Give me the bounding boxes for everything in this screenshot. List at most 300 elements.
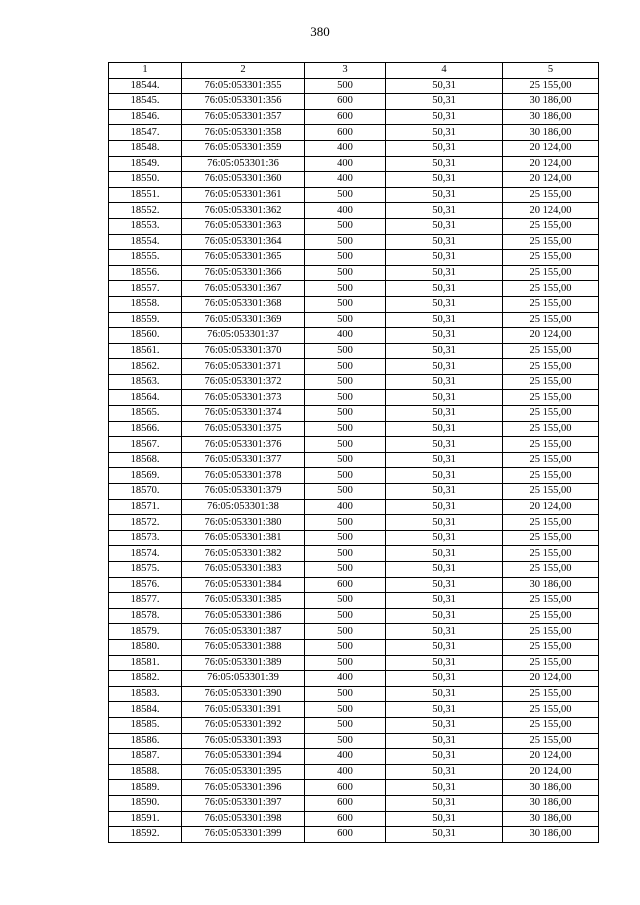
table-row <box>109 140 599 156</box>
area-cell: 400 <box>305 749 386 765</box>
row-number-cell: 18583. <box>109 686 182 702</box>
table-row <box>109 795 599 811</box>
rate-cell: 50,31 <box>386 546 503 562</box>
amount-cell: 25 155,00 <box>503 437 599 453</box>
column-header: 1 <box>109 63 182 79</box>
cadastral-number-cell: 76:05:053301:372 <box>182 374 305 390</box>
row-number-cell: 18563. <box>109 374 182 390</box>
rate-cell: 50,31 <box>386 749 503 765</box>
cadastral-number-cell: 76:05:053301:394 <box>182 749 305 765</box>
row-number-cell: 18570. <box>109 484 182 500</box>
amount-cell: 30 186,00 <box>503 109 599 125</box>
area-cell: 600 <box>305 577 386 593</box>
amount-cell: 25 155,00 <box>503 639 599 655</box>
table-row <box>109 593 599 609</box>
table-row <box>109 172 599 188</box>
rate-cell: 50,31 <box>386 484 503 500</box>
cadastral-number-cell: 76:05:053301:396 <box>182 780 305 796</box>
table-row <box>109 421 599 437</box>
area-cell: 400 <box>305 203 386 219</box>
cadastral-number-cell: 76:05:053301:377 <box>182 452 305 468</box>
area-cell: 500 <box>305 234 386 250</box>
area-cell: 500 <box>305 530 386 546</box>
amount-cell: 20 124,00 <box>503 140 599 156</box>
cadastral-number-cell: 76:05:053301:399 <box>182 827 305 843</box>
amount-cell: 25 155,00 <box>503 530 599 546</box>
table-row <box>109 733 599 749</box>
row-number-cell: 18584. <box>109 702 182 718</box>
row-number-cell: 18548. <box>109 140 182 156</box>
table-row <box>109 530 599 546</box>
row-number-cell: 18576. <box>109 577 182 593</box>
row-number-cell: 18549. <box>109 156 182 172</box>
area-cell: 400 <box>305 156 386 172</box>
column-header: 4 <box>386 63 503 79</box>
cadastral-number-cell: 76:05:053301:39 <box>182 671 305 687</box>
amount-cell: 25 155,00 <box>503 593 599 609</box>
row-number-cell: 18565. <box>109 406 182 422</box>
row-number-cell: 18587. <box>109 749 182 765</box>
area-cell: 500 <box>305 702 386 718</box>
column-header: 5 <box>503 63 599 79</box>
table-row <box>109 671 599 687</box>
amount-cell: 20 124,00 <box>503 749 599 765</box>
amount-cell: 25 155,00 <box>503 218 599 234</box>
amount-cell: 20 124,00 <box>503 671 599 687</box>
table-row <box>109 125 599 141</box>
rate-cell: 50,31 <box>386 94 503 110</box>
cadastral-number-cell: 76:05:053301:374 <box>182 406 305 422</box>
amount-cell: 25 155,00 <box>503 343 599 359</box>
row-number-cell: 18555. <box>109 250 182 266</box>
rate-cell: 50,31 <box>386 686 503 702</box>
cadastral-number-cell: 76:05:053301:381 <box>182 530 305 546</box>
area-cell: 500 <box>305 686 386 702</box>
cadastral-number-cell: 76:05:053301:365 <box>182 250 305 266</box>
area-cell: 500 <box>305 187 386 203</box>
cadastral-number-cell: 76:05:053301:392 <box>182 717 305 733</box>
rate-cell: 50,31 <box>386 827 503 843</box>
table-row <box>109 655 599 671</box>
table-row <box>109 811 599 827</box>
page-number: 380 <box>310 24 330 39</box>
amount-cell: 25 155,00 <box>503 78 599 94</box>
rate-cell: 50,31 <box>386 764 503 780</box>
row-number-cell: 18572. <box>109 515 182 531</box>
area-cell: 500 <box>305 639 386 655</box>
area-cell: 500 <box>305 655 386 671</box>
area-cell: 500 <box>305 717 386 733</box>
cadastral-number-cell: 76:05:053301:382 <box>182 546 305 562</box>
area-cell: 500 <box>305 452 386 468</box>
area-cell: 400 <box>305 172 386 188</box>
cadastral-number-cell: 76:05:053301:395 <box>182 764 305 780</box>
cadastral-number-cell: 76:05:053301:391 <box>182 702 305 718</box>
amount-cell: 25 155,00 <box>503 250 599 266</box>
area-cell: 400 <box>305 499 386 515</box>
row-number-cell: 18574. <box>109 546 182 562</box>
amount-cell: 25 155,00 <box>503 562 599 578</box>
amount-cell: 25 155,00 <box>503 686 599 702</box>
row-number-cell: 18554. <box>109 234 182 250</box>
row-number-cell: 18577. <box>109 593 182 609</box>
row-number-cell: 18586. <box>109 733 182 749</box>
amount-cell: 30 186,00 <box>503 94 599 110</box>
table-row <box>109 749 599 765</box>
table-row <box>109 562 599 578</box>
rate-cell: 50,31 <box>386 156 503 172</box>
cadastral-number-cell: 76:05:053301:373 <box>182 390 305 406</box>
table-row <box>109 94 599 110</box>
amount-cell: 25 155,00 <box>503 608 599 624</box>
rate-cell: 50,31 <box>386 374 503 390</box>
amount-cell: 30 186,00 <box>503 795 599 811</box>
cadastral-number-cell: 76:05:053301:393 <box>182 733 305 749</box>
table-header <box>109 63 599 79</box>
cadastral-number-cell: 76:05:053301:378 <box>182 468 305 484</box>
cadastral-number-cell: 76:05:053301:37 <box>182 328 305 344</box>
table-row <box>109 717 599 733</box>
table-row <box>109 374 599 390</box>
row-number-cell: 18559. <box>109 312 182 328</box>
row-number-cell: 18567. <box>109 437 182 453</box>
table-row <box>109 452 599 468</box>
row-number-cell: 18592. <box>109 827 182 843</box>
amount-cell: 25 155,00 <box>503 406 599 422</box>
area-cell: 500 <box>305 421 386 437</box>
area-cell: 500 <box>305 250 386 266</box>
row-number-cell: 18557. <box>109 281 182 297</box>
table-row <box>109 359 599 375</box>
amount-cell: 25 155,00 <box>503 484 599 500</box>
row-number-cell: 18556. <box>109 265 182 281</box>
rate-cell: 50,31 <box>386 359 503 375</box>
table-row <box>109 234 599 250</box>
amount-cell: 25 155,00 <box>503 655 599 671</box>
row-number-cell: 18590. <box>109 795 182 811</box>
cadastral-number-cell: 76:05:053301:36 <box>182 156 305 172</box>
table-row <box>109 468 599 484</box>
table-row <box>109 499 599 515</box>
rate-cell: 50,31 <box>386 265 503 281</box>
row-number-cell: 18568. <box>109 452 182 468</box>
rate-cell: 50,31 <box>386 452 503 468</box>
area-cell: 400 <box>305 140 386 156</box>
cadastral-number-cell: 76:05:053301:368 <box>182 296 305 312</box>
amount-cell: 20 124,00 <box>503 499 599 515</box>
rate-cell: 50,31 <box>386 296 503 312</box>
table-row <box>109 328 599 344</box>
amount-cell: 25 155,00 <box>503 624 599 640</box>
row-number-cell: 18571. <box>109 499 182 515</box>
amount-cell: 20 124,00 <box>503 328 599 344</box>
area-cell: 600 <box>305 125 386 141</box>
area-cell: 600 <box>305 109 386 125</box>
row-number-cell: 18558. <box>109 296 182 312</box>
cadastral-number-cell: 76:05:053301:383 <box>182 562 305 578</box>
amount-cell: 25 155,00 <box>503 452 599 468</box>
rate-cell: 50,31 <box>386 125 503 141</box>
area-cell: 500 <box>305 593 386 609</box>
rate-cell: 50,31 <box>386 702 503 718</box>
row-number-cell: 18550. <box>109 172 182 188</box>
amount-cell: 20 124,00 <box>503 764 599 780</box>
area-cell: 600 <box>305 780 386 796</box>
table-row <box>109 156 599 172</box>
cadastral-number-cell: 76:05:053301:388 <box>182 639 305 655</box>
area-cell: 400 <box>305 764 386 780</box>
row-number-cell: 18591. <box>109 811 182 827</box>
cadastral-number-cell: 76:05:053301:362 <box>182 203 305 219</box>
row-number-cell: 18564. <box>109 390 182 406</box>
row-number-cell: 18585. <box>109 717 182 733</box>
cadastral-number-cell: 76:05:053301:356 <box>182 94 305 110</box>
cadastral-number-cell: 76:05:053301:357 <box>182 109 305 125</box>
cadastral-number-cell: 76:05:053301:386 <box>182 608 305 624</box>
cadastral-number-cell: 76:05:053301:379 <box>182 484 305 500</box>
cadastral-number-cell: 76:05:053301:375 <box>182 421 305 437</box>
rate-cell: 50,31 <box>386 562 503 578</box>
rate-cell: 50,31 <box>386 343 503 359</box>
amount-cell: 30 186,00 <box>503 125 599 141</box>
area-cell: 500 <box>305 218 386 234</box>
cadastral-number-cell: 76:05:053301:376 <box>182 437 305 453</box>
rate-cell: 50,31 <box>386 577 503 593</box>
table-row <box>109 218 599 234</box>
rate-cell: 50,31 <box>386 390 503 406</box>
row-number-cell: 18566. <box>109 421 182 437</box>
rate-cell: 50,31 <box>386 530 503 546</box>
rate-cell: 50,31 <box>386 608 503 624</box>
column-header: 3 <box>305 63 386 79</box>
rate-cell: 50,31 <box>386 624 503 640</box>
area-cell: 600 <box>305 827 386 843</box>
rate-cell: 50,31 <box>386 733 503 749</box>
area-cell: 500 <box>305 437 386 453</box>
rate-cell: 50,31 <box>386 187 503 203</box>
amount-cell: 25 155,00 <box>503 296 599 312</box>
amount-cell: 20 124,00 <box>503 156 599 172</box>
cadastral-number-cell: 76:05:053301:363 <box>182 218 305 234</box>
header-row <box>109 63 599 79</box>
rate-cell: 50,31 <box>386 780 503 796</box>
area-cell: 600 <box>305 795 386 811</box>
cadastral-number-cell: 76:05:053301:358 <box>182 125 305 141</box>
row-number-cell: 18581. <box>109 655 182 671</box>
amount-cell: 30 186,00 <box>503 811 599 827</box>
area-cell: 500 <box>305 733 386 749</box>
table-row <box>109 608 599 624</box>
row-number-cell: 18589. <box>109 780 182 796</box>
cadastral-number-cell: 76:05:053301:371 <box>182 359 305 375</box>
cadastral-number-cell: 76:05:053301:366 <box>182 265 305 281</box>
column-header: 2 <box>182 63 305 79</box>
amount-cell: 25 155,00 <box>503 312 599 328</box>
table-row <box>109 437 599 453</box>
row-number-cell: 18546. <box>109 109 182 125</box>
rate-cell: 50,31 <box>386 437 503 453</box>
area-cell: 500 <box>305 312 386 328</box>
cadastral-number-cell: 76:05:053301:397 <box>182 795 305 811</box>
table-row <box>109 109 599 125</box>
rate-cell: 50,31 <box>386 655 503 671</box>
row-number-cell: 18562. <box>109 359 182 375</box>
table-row <box>109 702 599 718</box>
cadastral-number-cell: 76:05:053301:380 <box>182 515 305 531</box>
cadastral-number-cell: 76:05:053301:385 <box>182 593 305 609</box>
amount-cell: 25 155,00 <box>503 187 599 203</box>
cadastral-number-cell: 76:05:053301:355 <box>182 78 305 94</box>
row-number-cell: 18552. <box>109 203 182 219</box>
row-number-cell: 18580. <box>109 639 182 655</box>
table-row <box>109 624 599 640</box>
row-number-cell: 18578. <box>109 608 182 624</box>
area-cell: 500 <box>305 515 386 531</box>
table-row <box>109 406 599 422</box>
cadastral-number-cell: 76:05:053301:38 <box>182 499 305 515</box>
rate-cell: 50,31 <box>386 203 503 219</box>
cadastral-number-cell: 76:05:053301:390 <box>182 686 305 702</box>
table-row <box>109 390 599 406</box>
table-row <box>109 515 599 531</box>
cadastral-number-cell: 76:05:053301:389 <box>182 655 305 671</box>
rate-cell: 50,31 <box>386 172 503 188</box>
row-number-cell: 18547. <box>109 125 182 141</box>
table-row <box>109 764 599 780</box>
register-table <box>108 62 599 843</box>
rate-cell: 50,31 <box>386 78 503 94</box>
cadastral-number-cell: 76:05:053301:370 <box>182 343 305 359</box>
area-cell: 500 <box>305 468 386 484</box>
area-cell: 500 <box>305 390 386 406</box>
cadastral-number-cell: 76:05:053301:387 <box>182 624 305 640</box>
row-number-cell: 18588. <box>109 764 182 780</box>
amount-cell: 25 155,00 <box>503 702 599 718</box>
rate-cell: 50,31 <box>386 312 503 328</box>
row-number-cell: 18551. <box>109 187 182 203</box>
rate-cell: 50,31 <box>386 639 503 655</box>
area-cell: 500 <box>305 374 386 390</box>
rate-cell: 50,31 <box>386 468 503 484</box>
area-cell: 500 <box>305 78 386 94</box>
row-number-cell: 18579. <box>109 624 182 640</box>
amount-cell: 30 186,00 <box>503 827 599 843</box>
table-row <box>109 78 599 94</box>
area-cell: 500 <box>305 546 386 562</box>
amount-cell: 25 155,00 <box>503 717 599 733</box>
rate-cell: 50,31 <box>386 811 503 827</box>
amount-cell: 25 155,00 <box>503 390 599 406</box>
rate-cell: 50,31 <box>386 328 503 344</box>
table-row <box>109 577 599 593</box>
rate-cell: 50,31 <box>386 281 503 297</box>
amount-cell: 25 155,00 <box>503 234 599 250</box>
row-number-cell: 18582. <box>109 671 182 687</box>
rate-cell: 50,31 <box>386 717 503 733</box>
rate-cell: 50,31 <box>386 499 503 515</box>
area-cell: 500 <box>305 406 386 422</box>
rate-cell: 50,31 <box>386 795 503 811</box>
area-cell: 400 <box>305 671 386 687</box>
table-row <box>109 203 599 219</box>
cadastral-number-cell: 76:05:053301:359 <box>182 140 305 156</box>
cadastral-number-cell: 76:05:053301:364 <box>182 234 305 250</box>
rate-cell: 50,31 <box>386 515 503 531</box>
row-number-cell: 18569. <box>109 468 182 484</box>
table-row <box>109 250 599 266</box>
amount-cell: 25 155,00 <box>503 421 599 437</box>
row-number-cell: 18573. <box>109 530 182 546</box>
amount-cell: 25 155,00 <box>503 546 599 562</box>
area-cell: 500 <box>305 484 386 500</box>
rate-cell: 50,31 <box>386 109 503 125</box>
cadastral-number-cell: 76:05:053301:398 <box>182 811 305 827</box>
amount-cell: 25 155,00 <box>503 733 599 749</box>
cadastral-number-cell: 76:05:053301:361 <box>182 187 305 203</box>
rate-cell: 50,31 <box>386 234 503 250</box>
area-cell: 500 <box>305 562 386 578</box>
cadastral-number-cell: 76:05:053301:360 <box>182 172 305 188</box>
rate-cell: 50,31 <box>386 250 503 266</box>
table-row <box>109 343 599 359</box>
row-number-cell: 18561. <box>109 343 182 359</box>
area-cell: 500 <box>305 343 386 359</box>
amount-cell: 25 155,00 <box>503 468 599 484</box>
amount-cell: 30 186,00 <box>503 577 599 593</box>
area-cell: 500 <box>305 608 386 624</box>
rate-cell: 50,31 <box>386 421 503 437</box>
table-row <box>109 686 599 702</box>
rate-cell: 50,31 <box>386 218 503 234</box>
amount-cell: 25 155,00 <box>503 515 599 531</box>
table-row <box>109 546 599 562</box>
table-row <box>109 780 599 796</box>
area-cell: 500 <box>305 281 386 297</box>
table-row <box>109 484 599 500</box>
table-row <box>109 281 599 297</box>
rate-cell: 50,31 <box>386 140 503 156</box>
table-row <box>109 296 599 312</box>
table-row <box>109 827 599 843</box>
rate-cell: 50,31 <box>386 406 503 422</box>
rate-cell: 50,31 <box>386 671 503 687</box>
table-row <box>109 187 599 203</box>
row-number-cell: 18545. <box>109 94 182 110</box>
area-cell: 500 <box>305 624 386 640</box>
row-number-cell: 18560. <box>109 328 182 344</box>
area-cell: 500 <box>305 296 386 312</box>
amount-cell: 25 155,00 <box>503 359 599 375</box>
amount-cell: 25 155,00 <box>503 265 599 281</box>
amount-cell: 20 124,00 <box>503 203 599 219</box>
cadastral-number-cell: 76:05:053301:369 <box>182 312 305 328</box>
cadastral-number-cell: 76:05:053301:384 <box>182 577 305 593</box>
area-cell: 600 <box>305 811 386 827</box>
amount-cell: 25 155,00 <box>503 374 599 390</box>
rate-cell: 50,31 <box>386 593 503 609</box>
area-cell: 500 <box>305 265 386 281</box>
row-number-cell: 18575. <box>109 562 182 578</box>
area-cell: 400 <box>305 328 386 344</box>
table-body <box>109 78 599 842</box>
table-row <box>109 312 599 328</box>
cadastral-number-cell: 76:05:053301:367 <box>182 281 305 297</box>
area-cell: 600 <box>305 94 386 110</box>
amount-cell: 20 124,00 <box>503 172 599 188</box>
table-row <box>109 639 599 655</box>
area-cell: 500 <box>305 359 386 375</box>
row-number-cell: 18544. <box>109 78 182 94</box>
